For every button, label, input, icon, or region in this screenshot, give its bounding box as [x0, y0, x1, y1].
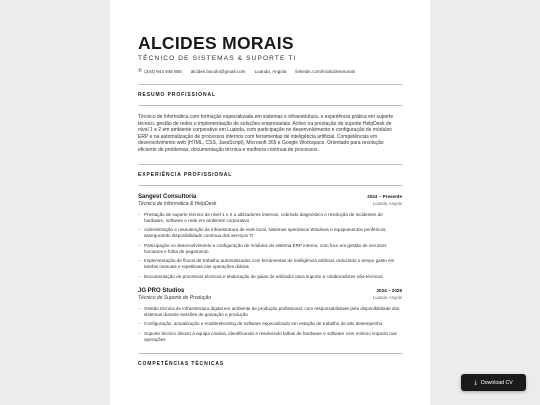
job-bullet: – Documentação de processos técnicos e elaboração de guias de utilizador para suporte a colaboradores não-técnicos: [138, 274, 402, 280]
job-entry: [138, 288, 402, 343]
job-role: Técnico de Suporte de Produção: [138, 294, 212, 301]
job-location: Luanda, Angola: [372, 200, 402, 206]
download-icon: ⤓: [474, 379, 477, 386]
contact-email[interactable]: alcides.bocolo@gmail.com: [190, 69, 246, 74]
download-cv-label: Download CV: [480, 379, 513, 386]
job-bullet: – Administração e manutenção de infraestrutura de rede local, sistemas operativos Windows e equipamentos periféricos, assegurando disponibilidade contínua dos serviços TI: [138, 227, 402, 239]
job-period: 2024 – 2025: [376, 287, 402, 293]
job-bullet: – Prestação de suporte técnico de nível 1 e 2 a utilizadores internos, cobrindo diagnóstico e resolução de incidentes de hardware, software e rede em ambiente corporativo: [138, 212, 402, 224]
contact-location: Luanda, Angola: [254, 69, 287, 74]
job-company: JG PRO Studios: [138, 287, 185, 294]
job-bullet: – Gestão técnica de infraestrutura digital em ambiente de produção profissional, com responsabilidade pela disponibilidade dos sistemas durante sessões de gravação e produção: [138, 306, 402, 318]
resume-title: TÉCNICO DE SISTEMAS & SUPORTE TI: [138, 55, 297, 62]
skills-heading: COMPETÊNCIAS TÉCNICAS: [138, 360, 225, 367]
job-period: 2024 – Presente: [367, 193, 402, 199]
summary-divider: [138, 105, 402, 106]
job-bullets: [138, 306, 402, 343]
download-cv-button[interactable]: [461, 374, 526, 391]
resume-name: ALCIDES MORAIS: [138, 33, 294, 53]
contact-phone-text: (244) 944 948 805: [144, 69, 182, 74]
job-bullet: – Configuração, actualização e troubleshooting de software especializado em estação de trabalho de alto desempenho: [138, 321, 402, 327]
summary-text: Técnico de Informática com formação especializada em sistemas e infraestrutura, e experiência prática em suporte técnico, gestão de redes e implementação de soluções empresariais. Activo na prestação de suporte HelpDesk de nível 1 e 2 em ambiente corporativo em Luanda, com participação no desenvolvimento e configuração de módulos ERP e na automatização de processos internos com ferramentas de inteligência artificial. Competências em desenvolvimento web (HTML, CSS, JavaScript), Microsoft 365 e Google Workspace. Orientado para resolução eficiente de problemas, documentação técnica e melhoria contínua de processos.: [138, 114, 394, 153]
job-bullet: – Suporte técnico directo à equipa criativa, identificando e resolvendo falhas de hardware e software com mínimo impacto nas operações: [138, 331, 402, 343]
job-bullet: – Implementação de fluxos de trabalho automatizados com ferramentas de inteligência artificial, reduzindo o tempo gasto em tarefas manuais e repetitivas nas operações diárias: [138, 258, 402, 270]
header-divider: [138, 84, 402, 85]
job-bullets: [138, 212, 402, 280]
job-bullet: – Participação no desenvolvimento e configuração de módulos do sistema ERP interno, com foco em gestão de recursos humanos e folha de pagamento: [138, 243, 402, 255]
contact-phone[interactable]: [138, 69, 182, 74]
summary-heading: RESUMO PROFISSIONAL: [138, 92, 216, 98]
job-location: Luanda, Angola: [372, 294, 402, 300]
experience-heading: EXPERIÊNCIA PROFISSIONAL: [138, 171, 233, 178]
job-role: Técnico de Informática & HelpDesk: [138, 200, 217, 207]
job-entry: [138, 194, 402, 280]
job-company: Sangest Consultoria: [138, 193, 197, 200]
experience-divider: [138, 185, 402, 186]
contact-bar: [138, 69, 402, 74]
experience-top-divider: [138, 164, 402, 165]
contact-linkedin[interactable]: linkedin.com/in/alcidesmorais: [295, 69, 356, 74]
phone-icon: ✆: [138, 68, 143, 74]
resume-sheet: [110, 0, 430, 405]
skills-top-divider: [138, 353, 402, 354]
